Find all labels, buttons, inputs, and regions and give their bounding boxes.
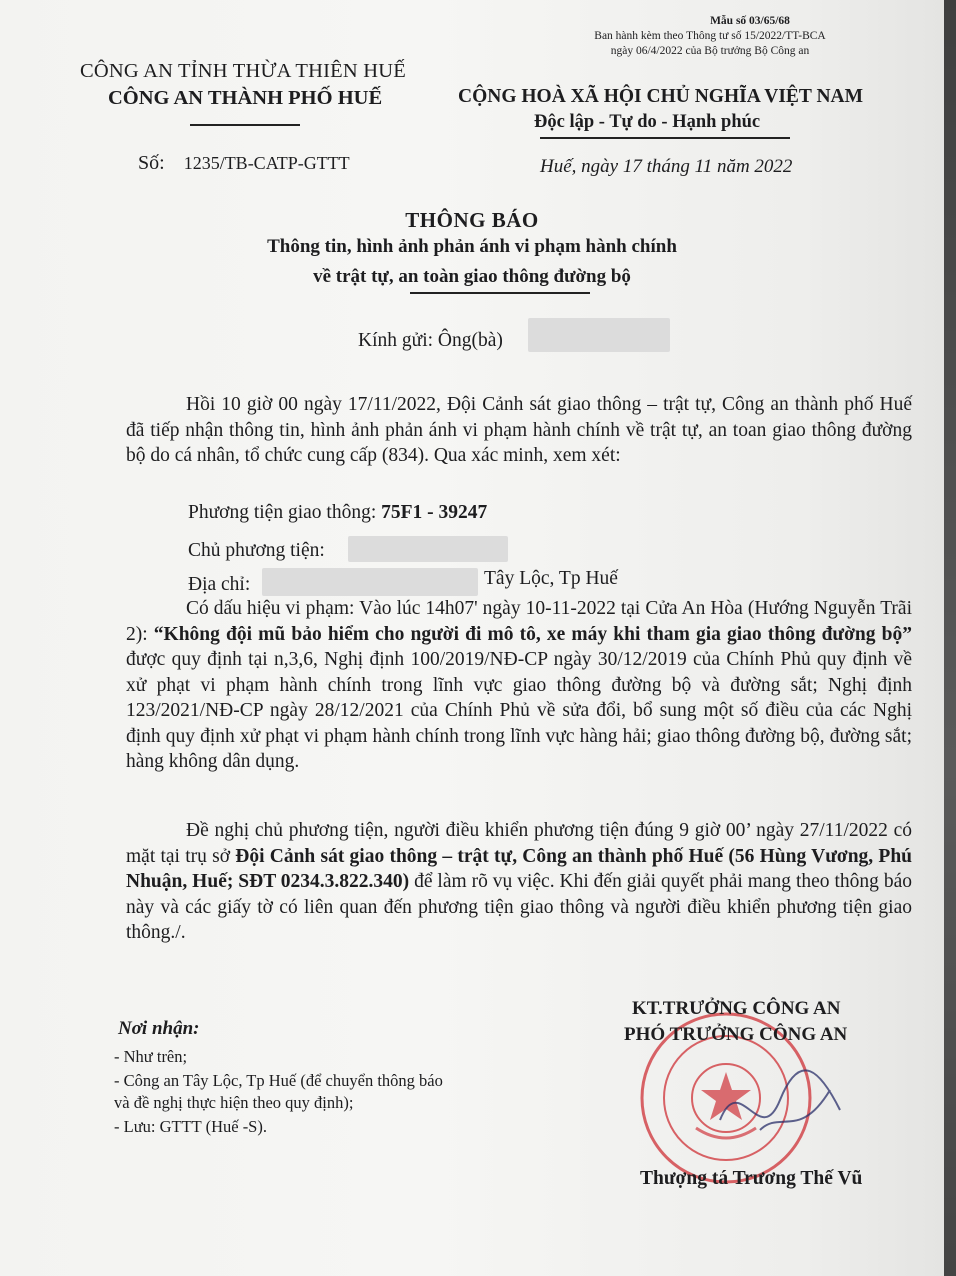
request-office: Đội Cảnh sát giao thông – trật tự, Công an thành phố Huế (56 Hùng Vương, Phú Nhuận, Huế; SĐT 0234.3.822.340)	[126, 845, 913, 892]
place-date: Huế, ngày 17 tháng 11 năm 2022	[540, 156, 793, 177]
handwritten-signature	[700, 1050, 860, 1160]
owner-label: Chủ phương tiện:	[188, 540, 325, 561]
redacted-address	[262, 568, 478, 596]
recipient-item: - Công an Tây Lộc, Tp Huế (để chuyển thông báo	[114, 1071, 443, 1090]
paragraph-intro	[126, 392, 912, 469]
document-subtitle-2: về trật tự, an toàn giao thông đường bộ	[313, 266, 631, 287]
document-number-label: Số:	[138, 152, 165, 174]
recipient-item: - Như trên;	[114, 1047, 188, 1066]
address-row	[188, 574, 250, 596]
redacted-owner	[348, 536, 508, 562]
vehicle-label: Phương tiện giao thông:	[188, 502, 377, 523]
violation-description: “Không đội mũ bảo hiểm cho người đi mô tô, xe máy khi tham gia giao thông đường bộ”	[153, 623, 912, 645]
form-issued-date: ngày 06/4/2022 của Bộ trưởng Bộ Công an	[610, 45, 810, 57]
address-label: Địa chỉ:	[188, 574, 251, 595]
document-title: THÔNG BÁO	[405, 208, 539, 232]
paragraph-intro-text: Hồi 10 giờ 00 ngày 17/11/2022, Đội Cảnh sát giao thông – trật tự, Công an thành phố Huế đã tiếp nhận thông tin, hình ảnh phản ánh vi phạm hành chính về trật tự, an toan giao thông đường bộ do cá nhân, tổ chức cung cấp (834). Qua xác minh, xem xét:	[126, 394, 912, 466]
paragraph-request	[126, 818, 912, 946]
subtitle-underline	[410, 292, 590, 294]
motto-underline	[540, 137, 790, 139]
request-intro: Đề nghị chủ phương tiện, người điều khiển phương tiện đúng 9 giờ 00’ ngày 27/11/2022 có mặt tại trụ sở	[126, 820, 912, 867]
vehicle-row	[188, 502, 487, 524]
document-subtitle-1: Thông tin, hình ảnh phản ánh vi phạm hành chính	[267, 236, 677, 257]
signer-name: Thượng tá Trương Thế Vũ	[640, 1168, 863, 1189]
recipient-item: - Lưu: GTTT (Huế -S).	[114, 1117, 267, 1136]
owner-row	[188, 540, 325, 562]
republic-name: CỘNG HOÀ XÃ HỘI CHỦ NGHĨA VIỆT NAM	[458, 86, 864, 107]
signature-line-1: KT.TRƯỞNG CÔNG AN	[632, 998, 841, 1019]
document-number-value: 1235/TB-CATP-GTTT	[183, 153, 350, 173]
form-code: Mẫu số 03/65/68	[710, 15, 790, 27]
form-reference	[540, 14, 880, 59]
background-edge	[944, 0, 956, 1276]
greeting: Kính gửi: Ông(bà)	[358, 330, 503, 351]
request-details: để làm rõ vụ việc. Khi đến giải quyết phải mang theo thông báo này và các giấy tờ có liên quan đến phương tiện giao thông và người điều khiển phương tiện giao thông./.	[126, 871, 912, 943]
vehicle-plate: 75F1 - 39247	[381, 502, 488, 523]
violation-intro: Có dấu hiệu vi phạm: Vào lúc 14h07' ngày 10-11-2022 tại Cửa An Hòa (Hướng Nguyễn Trãi 2):	[126, 598, 912, 645]
org-underline	[190, 124, 300, 126]
form-issued-line: Ban hành kèm theo Thông tư số 15/2022/TT-BCA	[594, 30, 826, 42]
recipients-title: Nơi nhận:	[118, 1018, 200, 1039]
document-number	[138, 152, 350, 175]
recipient-item: và đề nghị thực hiện theo quy định);	[114, 1093, 354, 1112]
org-unit: CÔNG AN THÀNH PHỐ HUẾ	[108, 87, 383, 109]
paragraph-violation	[126, 596, 912, 775]
org-parent: CÔNG AN TỈNH THỪA THIÊN HUẾ	[80, 60, 406, 82]
signature-line-2: PHÓ TRƯỞNG CÔNG AN	[624, 1024, 848, 1045]
national-motto: Độc lập - Tự do - Hạnh phúc	[534, 112, 761, 132]
redacted-recipient-name	[528, 318, 670, 352]
violation-legal-basis: được quy định tại n,3,6, Nghị định 100/2019/NĐ-CP ngày 30/12/2019 của Chính Phủ quy định về xử phạt vi phạm hành chính trong lĩnh vực giao thông đường bộ và đường sắt; Nghị định 123/2021/NĐ-CP ngày 28/12/2021 của Chính Phủ về sửa đổi, bổ sung một số điều của các Nghị định quy định xử phạt vi phạm hành chính trong lĩnh vực hàng hải; giao thông đường bộ, đường sắt; hàng không dân dụng.	[126, 649, 912, 772]
address-value: Tây Lộc, Tp Huế	[484, 568, 618, 589]
